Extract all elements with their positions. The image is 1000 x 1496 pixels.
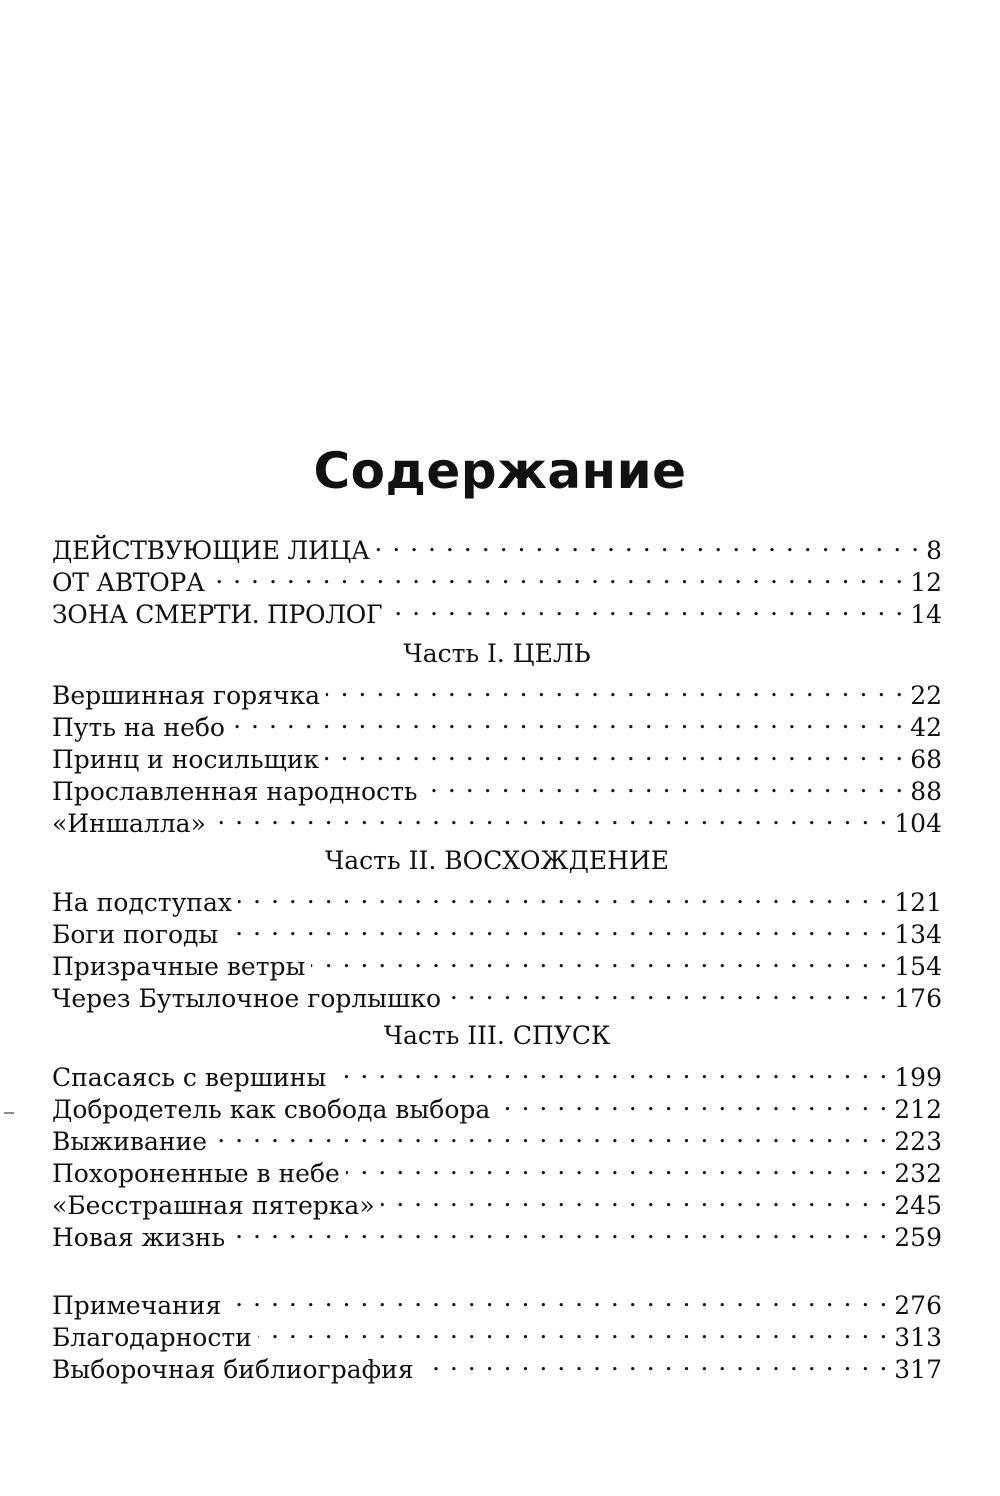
toc-entry-page: 68 [910, 745, 942, 774]
toc-entry-label: Путь на небо [52, 713, 225, 742]
dot-leader [325, 736, 904, 768]
toc-entry-page: 88 [910, 777, 942, 806]
toc-entry-page: 154 [894, 952, 942, 981]
toc-entry [52, 591, 942, 629]
dot-leader [376, 527, 921, 559]
dot-leader [227, 1282, 888, 1314]
toc-entry [52, 704, 942, 742]
toc-entry [52, 1118, 942, 1156]
dot-leader [212, 800, 888, 832]
dot-leader [258, 1314, 888, 1346]
part-heading: Часть I. ЦЕЛЬ [403, 639, 591, 668]
toc-entry [52, 1314, 942, 1352]
toc-entry-label: Вершинная горячка [52, 681, 321, 710]
toc-entry-label: Боги погоды [52, 920, 219, 949]
toc-entry-page: 121 [894, 888, 942, 917]
toc-entry-page: 176 [894, 984, 942, 1013]
toc-entry [52, 559, 942, 597]
toc-entry-label: ДЕЙСТВУЮЩИЕ ЛИЦА [52, 536, 370, 565]
toc-entry [52, 1054, 942, 1092]
toc-entry [52, 879, 942, 917]
toc-entry [52, 943, 942, 981]
toc-entry-label: Выборочная библиография [52, 1355, 414, 1384]
toc-entry-page: 199 [894, 1063, 942, 1092]
toc-entry-label: Через Бутылочное горлышко [52, 984, 442, 1013]
dot-leader [388, 591, 904, 623]
toc-entry [52, 800, 942, 838]
dot-leader [213, 1118, 888, 1150]
dot-leader [424, 768, 905, 800]
toc-entry [52, 1150, 942, 1188]
toc-entry-page: 12 [910, 568, 942, 597]
toc-entry-page: 317 [894, 1355, 942, 1384]
toc-entry-label: «Иншалла» [52, 809, 206, 838]
toc-entry-page: 14 [910, 600, 942, 629]
toc-entry-label: Прославленная народность [52, 777, 418, 806]
toc-entry-label: Принц и носильщик [52, 745, 320, 774]
margin-mark [4, 1112, 14, 1114]
toc-entry [52, 1182, 942, 1220]
toc-entry-label: ОТ АВТОРА [52, 568, 205, 597]
toc-entry-label: Спасаясь с вершины [52, 1063, 327, 1092]
dot-leader [231, 1214, 888, 1246]
toc-entry-label: Примечания [52, 1291, 222, 1320]
toc-entry [52, 672, 942, 710]
toc-entry [52, 975, 942, 1013]
toc-entry-page: 245 [894, 1191, 942, 1220]
toc-entry-page: 8 [926, 536, 942, 565]
dot-leader [346, 1150, 888, 1182]
toc-entry-page: 313 [894, 1323, 942, 1352]
toc-entry [52, 768, 942, 806]
dot-leader [447, 975, 888, 1007]
toc-entry-label: Похороненные в небе [52, 1159, 340, 1188]
toc-entry [52, 1346, 942, 1384]
toc-entry-page: 259 [894, 1223, 942, 1252]
toc-entry-label: ЗОНА СМЕРТИ. ПРОЛОГ [52, 600, 383, 629]
toc-entry [52, 527, 942, 565]
part-heading: Часть III. СПУСК [383, 1021, 611, 1050]
dot-leader [311, 943, 888, 975]
dot-leader [224, 911, 888, 943]
toc-entry [52, 1086, 942, 1124]
dot-leader [231, 704, 904, 736]
toc-entry-label: Призрачные ветры [52, 952, 306, 981]
toc-entry-page: 223 [894, 1127, 942, 1156]
dot-leader [496, 1086, 888, 1118]
toc-entry [52, 736, 942, 774]
toc-entry-page: 104 [894, 809, 942, 838]
toc-entry [52, 1282, 942, 1320]
toc-entry-page: 22 [910, 681, 942, 710]
dot-leader [238, 879, 888, 911]
dot-leader [332, 1054, 888, 1086]
part-heading: Часть II. ВОСХОЖДЕНИЕ [324, 846, 670, 875]
dot-leader [381, 1182, 889, 1214]
toc-entry-label: Благодарности [52, 1323, 252, 1352]
dot-leader [326, 672, 904, 704]
toc-entry-page: 134 [894, 920, 942, 949]
dot-leader [211, 559, 905, 591]
toc-entry-label: Выживание [52, 1127, 208, 1156]
toc-entry-page: 42 [910, 713, 942, 742]
toc-entry-label: На подступах [52, 888, 232, 917]
toc-entry-page: 232 [894, 1159, 942, 1188]
toc-entry-label: Новая жизнь [52, 1223, 226, 1252]
toc-entry-label: Добродетель как свобода выбора [52, 1095, 491, 1124]
toc-entry-page: 276 [894, 1291, 942, 1320]
toc-entry-label: «Бесстрашная пятерка» [52, 1191, 375, 1220]
dot-leader [420, 1346, 889, 1378]
toc-entry [52, 911, 942, 949]
toc-entry-page: 212 [894, 1095, 942, 1124]
page-title: Содержание [313, 441, 687, 500]
toc-entry [52, 1214, 942, 1252]
